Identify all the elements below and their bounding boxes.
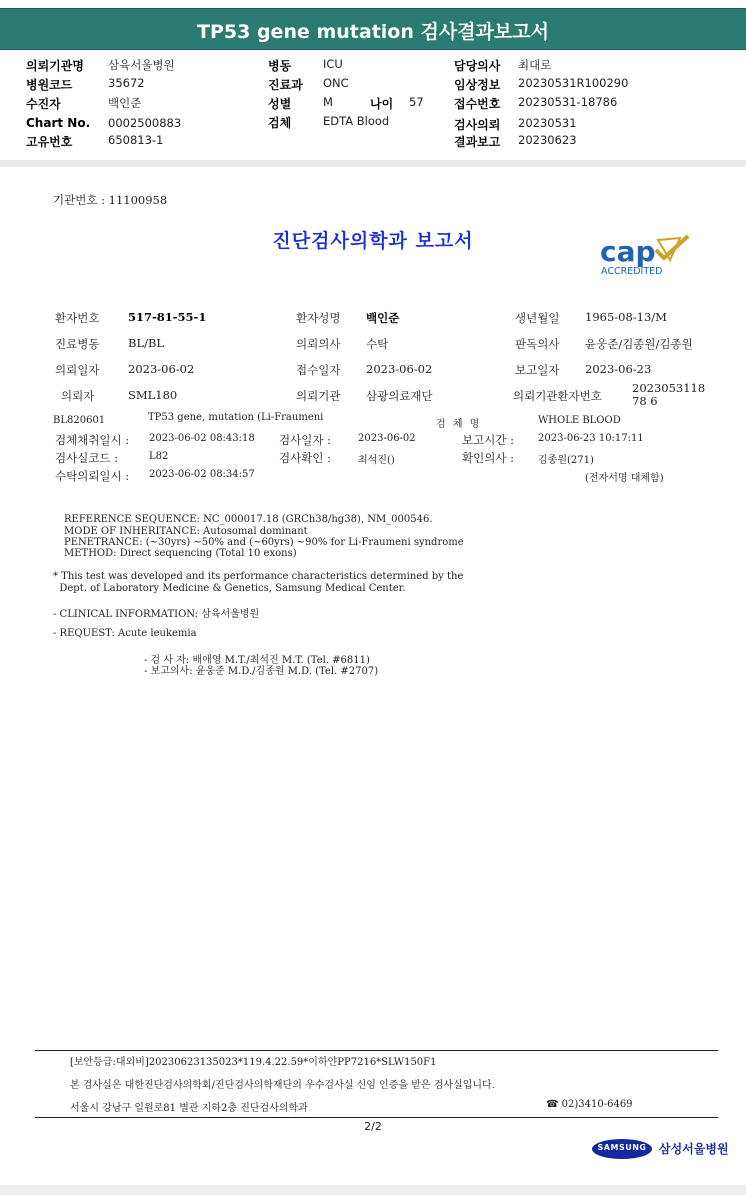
header-value: 백인준: [108, 96, 142, 110]
field-label: 의뢰의사: [296, 337, 341, 351]
hospital-name: 삼성서울병원: [659, 1142, 729, 1156]
field-value: 2023-06-02: [128, 362, 195, 376]
header-value: ICU: [323, 57, 343, 71]
samsung-logo: [592, 1139, 652, 1159]
field-value: 2023-06-02: [358, 433, 416, 444]
test-code: BL820601: [53, 415, 106, 426]
footer-top-rule: [35, 1050, 718, 1051]
field-label: 의뢰일자: [55, 363, 100, 377]
field-label: 수탁의뢰일시 :: [55, 469, 130, 483]
report-title-bar: [0, 8, 746, 50]
header-label: 성별: [268, 97, 292, 111]
field-label: 검체채취일시 :: [55, 433, 130, 447]
field-value: SML180: [128, 388, 178, 402]
header-label: 진료과: [268, 78, 303, 92]
header-value: 20230531: [518, 116, 577, 130]
header-label: 임상정보: [454, 78, 501, 92]
field-label: 의뢰기관: [296, 389, 341, 403]
field-label: 의뢰자: [61, 389, 95, 403]
reference-line: METHOD: Direct sequencing (Total 10 exons): [64, 548, 297, 559]
field-label: 환자번호: [55, 311, 100, 325]
samsung-logo-text: SAMSUNG: [597, 1143, 647, 1152]
field-label: 판독의사: [515, 337, 560, 351]
field-label: 보고시간 :: [462, 433, 514, 447]
field-value: 2023-06-23 10:17:11: [538, 433, 644, 444]
field-value: 1965-08-13/M: [585, 310, 667, 324]
header-label: 검사의뢰: [454, 118, 501, 132]
clinical-information: - CLINICAL INFORMATION: 삼육서울병원: [53, 609, 260, 620]
age-label: 나이: [370, 97, 394, 111]
header-value: 삼육서울병원: [108, 58, 175, 72]
header-label: 접수번호: [454, 97, 501, 111]
lab-address: 서울시 강남구 일원로81 별관 지하2층 진단검사의학과: [70, 1103, 308, 1114]
field-label: 의뢰기관환자번호: [513, 389, 602, 403]
staff-line: - 검 사 자: 배애영 M.T./최석진 M.T. (Tel. #6811): [144, 655, 370, 666]
header-separator: [0, 160, 746, 167]
reference-line: MODE OF INHERITANCE: Autosomal dominant: [64, 526, 308, 537]
field-label: 생년월일: [515, 311, 560, 325]
field-value: 2023-06-02: [366, 362, 433, 376]
page-bottom-margin: [0, 1185, 746, 1195]
field-value: 삼광의료재단: [366, 389, 433, 403]
security-line: [보안등급:대외비]20230623135023*119.4.22.59*이하얀PP7216*SLW150F1: [70, 1057, 437, 1068]
header-value: 650813-1: [108, 133, 164, 147]
header-label: 담당의사: [454, 59, 501, 73]
field-label: 검사확인 :: [279, 451, 331, 465]
report-title: TP53 gene mutation 검사결과보고서: [197, 21, 549, 43]
field-value: 최석진(): [358, 455, 395, 466]
specimen-label: 검 체 명: [436, 419, 482, 430]
header-value: 35672: [108, 76, 145, 90]
header-label: 검체: [268, 116, 292, 130]
field-label: 환자성명: [296, 311, 341, 325]
field-label: 접수일자: [296, 363, 341, 377]
document-title: 진단검사의학과 보고서: [272, 230, 474, 252]
electronic-signature-note: (전자서명 대체함): [585, 473, 664, 484]
institution-number: 기관번호 : 11100958: [53, 193, 168, 207]
header-value: 최대로: [518, 58, 552, 72]
cap-logo-subtext: ACCREDITED: [601, 266, 663, 277]
field-value: 2023-06-02 08:34:57: [149, 469, 255, 480]
test-name: TP53 gene, mutation (Li-Fraumeni: [148, 412, 324, 423]
age-value: 57: [409, 95, 424, 109]
header-value: 20230531R100290: [518, 76, 629, 90]
reference-line: PENETRANCE: (~30yrs) ~50% and (~60yrs) ~90% for Li-Fraumeni syndrome: [64, 537, 464, 548]
cap-accredited-logo: [598, 232, 694, 278]
header-label: 고유번호: [26, 135, 73, 149]
field-label: 검사일자 :: [279, 433, 331, 447]
header-value: 0002500883: [108, 116, 182, 130]
field-value: L82: [149, 451, 169, 462]
header-value: EDTA Blood: [323, 114, 390, 128]
header-label: Chart No.: [26, 116, 91, 130]
header-label: 의뢰기관명: [26, 59, 84, 73]
header-value: 20230623: [518, 133, 577, 147]
request-info: - REQUEST: Acute leukemia: [53, 628, 197, 639]
header-value: ONC: [323, 76, 349, 90]
header-value: M: [323, 95, 333, 109]
field-value: 2023-06-02 08:43:18: [149, 433, 255, 444]
field-label: 검사실코드 :: [55, 451, 119, 465]
field-label: 보고일자: [515, 363, 560, 377]
header-label: 병원코드: [26, 78, 73, 92]
field-label: 진료병동: [55, 337, 100, 351]
field-value: 202305311878 6: [632, 381, 706, 408]
patient-name: 백인준: [366, 311, 400, 325]
disclaimer-line: Dept. of Laboratory Medicine & Genetics, Samsung Medical Center.: [53, 583, 406, 594]
page-number: 2/2: [364, 1120, 382, 1133]
lab-phone: ☎ 02)3410-6469: [546, 1099, 633, 1110]
field-value: 윤웅준/김종원/김종원: [585, 337, 693, 351]
header-label: 수진자: [26, 97, 61, 111]
header-label: 병동: [268, 59, 292, 73]
specimen-value: WHOLE BLOOD: [538, 415, 621, 426]
reference-line: REFERENCE SEQUENCE: NC_000017.18 (GRCh38/hg38), NM_000546.: [64, 514, 433, 525]
footer-bottom-rule: [35, 1117, 718, 1118]
disclaimer-line: * This test was developed and its performance characteristics determined by the: [53, 571, 464, 582]
field-value: BL/BL: [128, 336, 165, 350]
field-value: 김종원(271): [538, 455, 594, 466]
header-label: 결과보고: [454, 135, 501, 149]
header-value: 20230531-18786: [518, 95, 618, 109]
field-label: 확인의사 :: [462, 451, 514, 465]
field-value: 수탁: [366, 337, 389, 351]
certification-statement: 본 검사실은 대한진단검사의학회/진단검사의학재단의 우수검사실 신임 인증을 받은 검사실입니다.: [70, 1080, 495, 1091]
field-value: 2023-06-23: [585, 362, 652, 376]
cap-logo-text: cap: [600, 235, 656, 268]
staff-line: - 보고의사: 윤웅준 M.D./김종원 M.D. (Tel. #2707): [144, 666, 379, 677]
patient-number: 517-81-55-1: [128, 310, 207, 324]
